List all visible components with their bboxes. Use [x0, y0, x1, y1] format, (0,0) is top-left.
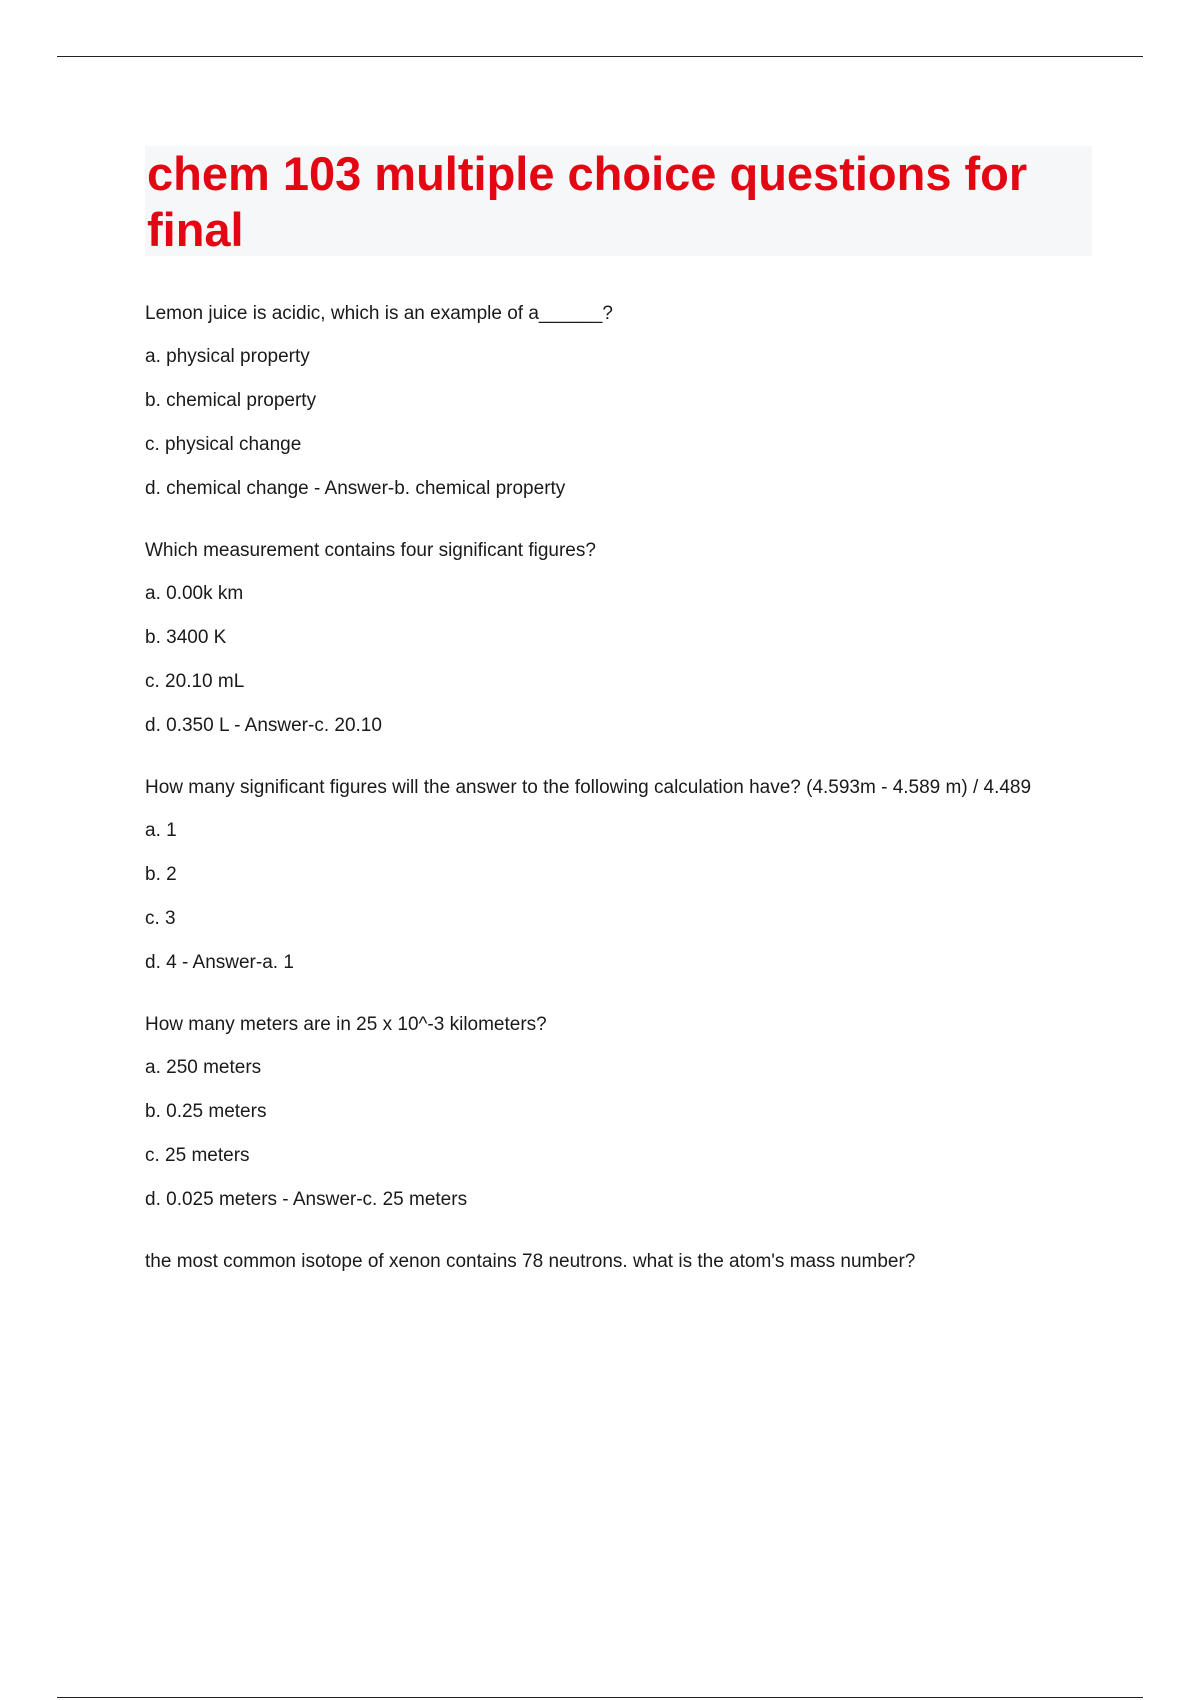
option-d-with-answer: d. 4 - Answer-a. 1: [145, 952, 294, 973]
option-c: c. physical change: [145, 434, 302, 455]
question-block-3: [145, 774, 1065, 977]
question-text: Lemon juice is acidic, which is an example of a______?: [145, 303, 613, 324]
question-text: the most common isotope of xenon contains 78 neutrons. what is the atom's mass number?: [145, 1251, 916, 1272]
question-text: Which measurement contains four significant figures?: [145, 540, 596, 561]
question-block-2: [145, 537, 1065, 740]
option-d-with-answer: d. 0.025 meters - Answer-c. 25 meters: [145, 1189, 468, 1210]
option-c: c. 25 meters: [145, 1145, 250, 1166]
question-block-4: [145, 1011, 1065, 1214]
document-title: chem 103 multiple choice questions for final: [147, 147, 1028, 256]
question-text: How many significant figures will the answer to the following calculation have? (4.593m - 4.589 m) / 4.489: [145, 777, 1032, 798]
option-d-with-answer: d. 0.350 L - Answer-c. 20.10: [145, 715, 382, 736]
option-b: b. 3400 K: [145, 627, 227, 648]
question-text: How many meters are in 25 x 10^-3 kilometers?: [145, 1014, 547, 1035]
option-c: c. 3: [145, 908, 176, 929]
option-a: a. 250 meters: [145, 1057, 262, 1078]
question-block-1: [145, 300, 1065, 503]
footer-rule: [57, 1697, 1143, 1698]
title-banner: [145, 146, 1092, 256]
option-b: b. 2: [145, 864, 177, 885]
option-d-with-answer: d. chemical change - Answer-b. chemical property: [145, 478, 566, 499]
option-b: b. 0.25 meters: [145, 1101, 267, 1122]
option-a: a. physical property: [145, 346, 310, 367]
header-rule: [57, 56, 1143, 57]
question-list: [145, 300, 1065, 1310]
option-a: a. 0.00k km: [145, 583, 244, 604]
option-a: a. 1: [145, 820, 177, 841]
option-b: b. chemical property: [145, 390, 317, 411]
question-block-5: [145, 1248, 1065, 1276]
option-c: c. 20.10 mL: [145, 671, 245, 692]
